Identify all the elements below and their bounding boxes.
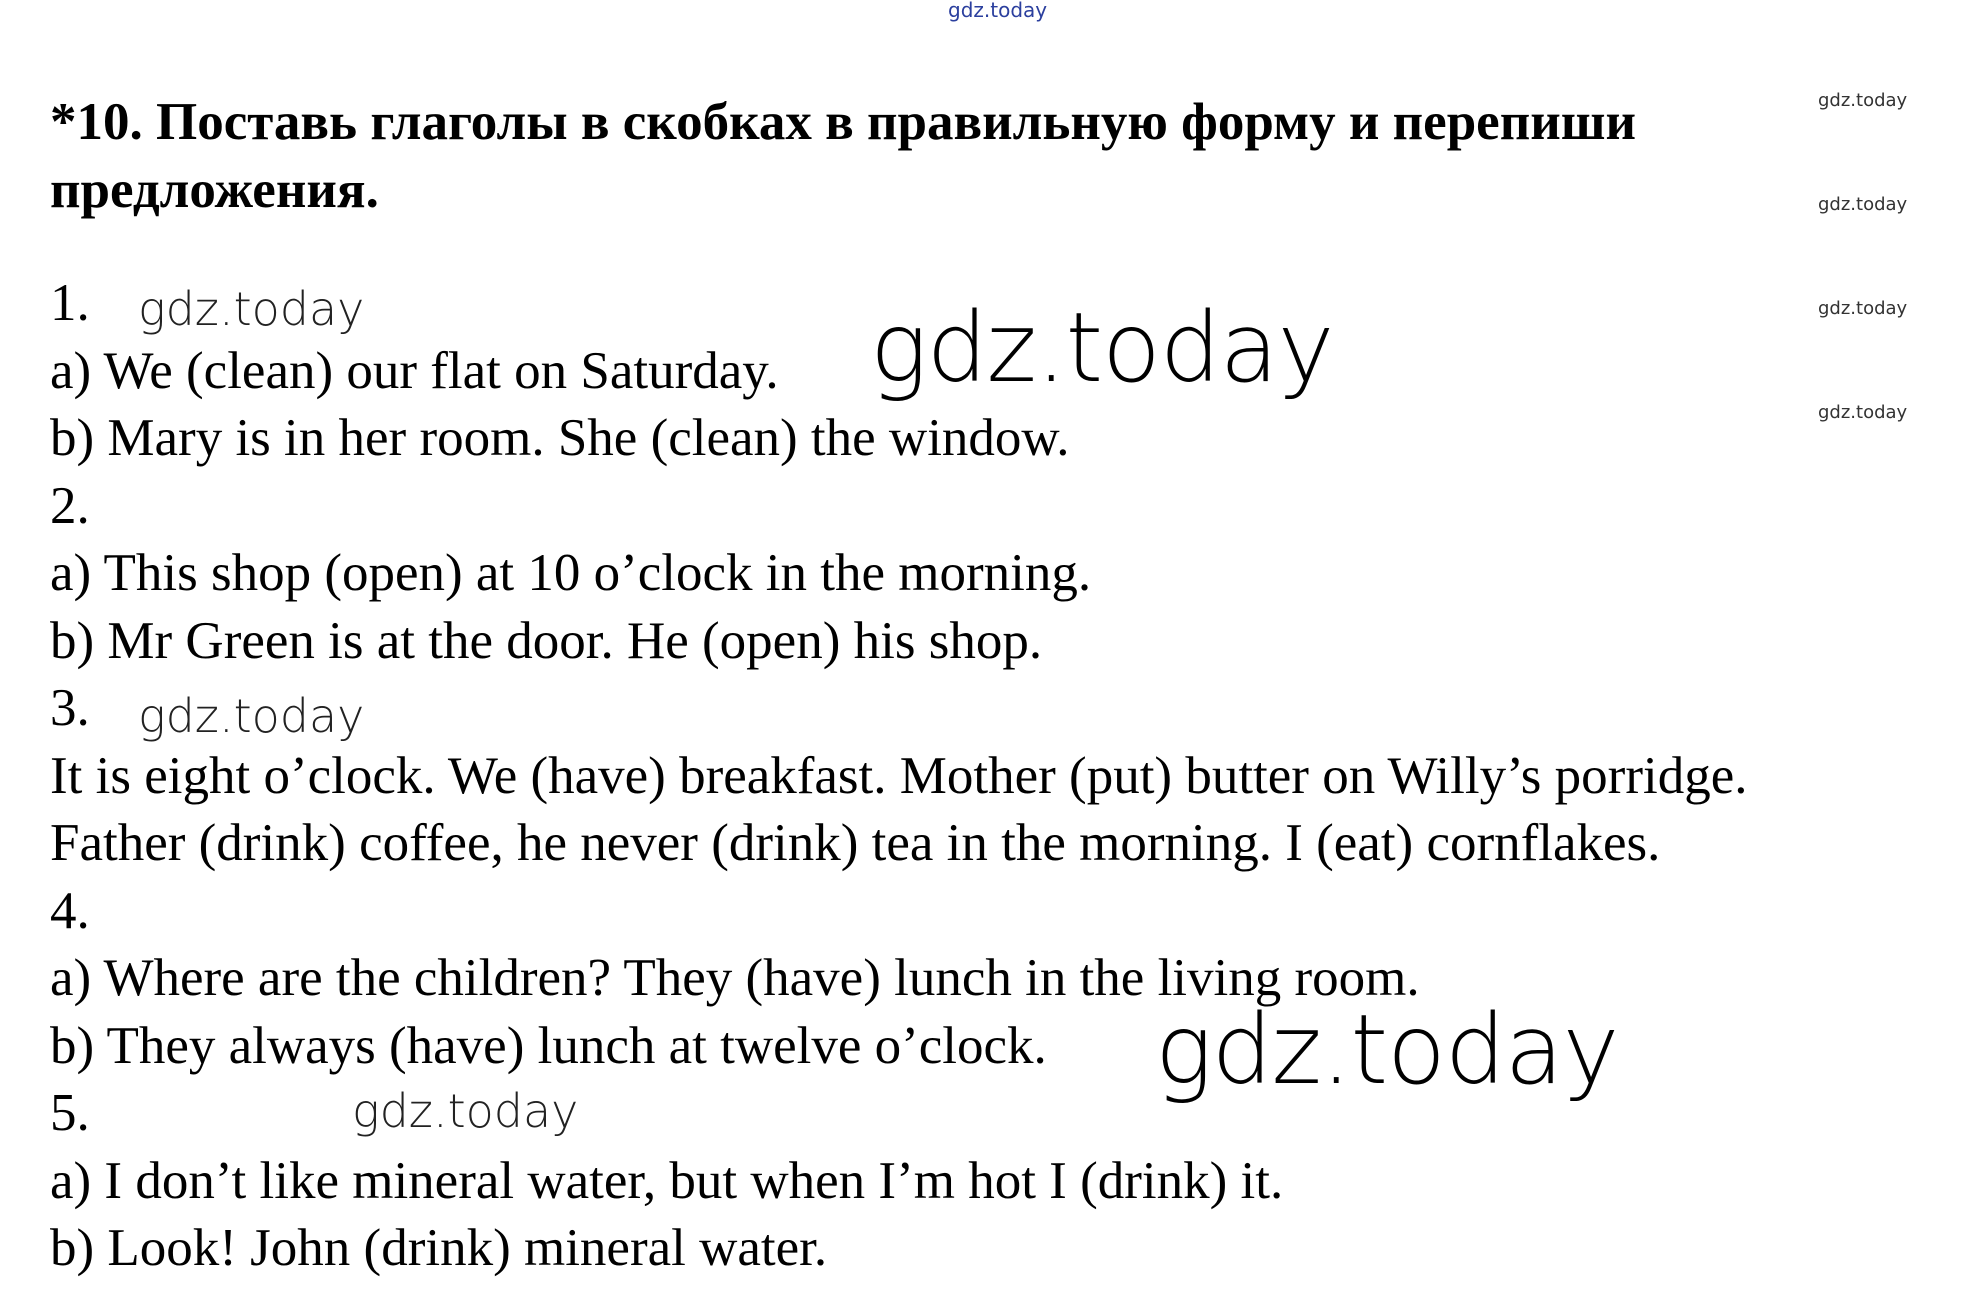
sentence-1a: a) We (clean) our flat on Saturday. xyxy=(50,341,779,400)
item-number-3: 3. xyxy=(50,679,90,737)
watermark-right-4: gdz.today xyxy=(1818,402,1908,423)
watermark-item5: gdz.today xyxy=(352,1084,579,1138)
exercise-title: *10. Поставь глаголы в скобках в правильную форму и перепиши предложения. xyxy=(50,93,1637,219)
watermark-large-2: gdz.today xyxy=(1155,994,1619,1106)
item-number-1: 1. xyxy=(50,274,90,332)
watermark-right-3: gdz.today xyxy=(1818,298,1908,319)
item-number-2: 2. xyxy=(50,476,90,535)
sentence-4b: b) They always (have) lunch at twelve o’clock. xyxy=(50,1016,1047,1075)
sentence-2a: a) This shop (open) at 10 o’clock in the morning. xyxy=(50,544,1092,602)
item-number-5: 5. xyxy=(50,1084,90,1142)
sentence-1b: b) Mary is in her room. She (clean) the window. xyxy=(50,409,1070,467)
watermark-item3: gdz.today xyxy=(138,689,365,743)
sentence-3-line2: Father (drink) coffee, he never (drink) tea in the morning. I (eat) cornflakes. xyxy=(50,814,1661,872)
watermark-large-1: gdz.today xyxy=(870,292,1334,404)
watermark-right-2: gdz.today xyxy=(1818,194,1908,215)
sentence-5b: b) Look! John (drink) mineral water. xyxy=(50,1219,828,1277)
sentence-5a: a) I don’t like mineral water, but when I’m hot I (drink) it. xyxy=(50,1151,1284,1210)
watermark-right-1: gdz.today xyxy=(1818,90,1908,111)
sentence-4a: a) Where are the children? They (have) lunch in the living room. xyxy=(50,949,1420,1007)
watermark-top: gdz.today xyxy=(948,0,1048,22)
sentence-3-line1: It is eight o’clock. We (have) breakfast. Mother (put) butter on Willy’s porridge. xyxy=(50,746,1748,805)
sentence-2b: b) Mr Green is at the door. He (open) his shop. xyxy=(50,611,1043,670)
watermark-item1: gdz.today xyxy=(138,282,365,336)
item-number-4: 4. xyxy=(50,881,90,940)
exercise-content xyxy=(50,270,1950,1283)
